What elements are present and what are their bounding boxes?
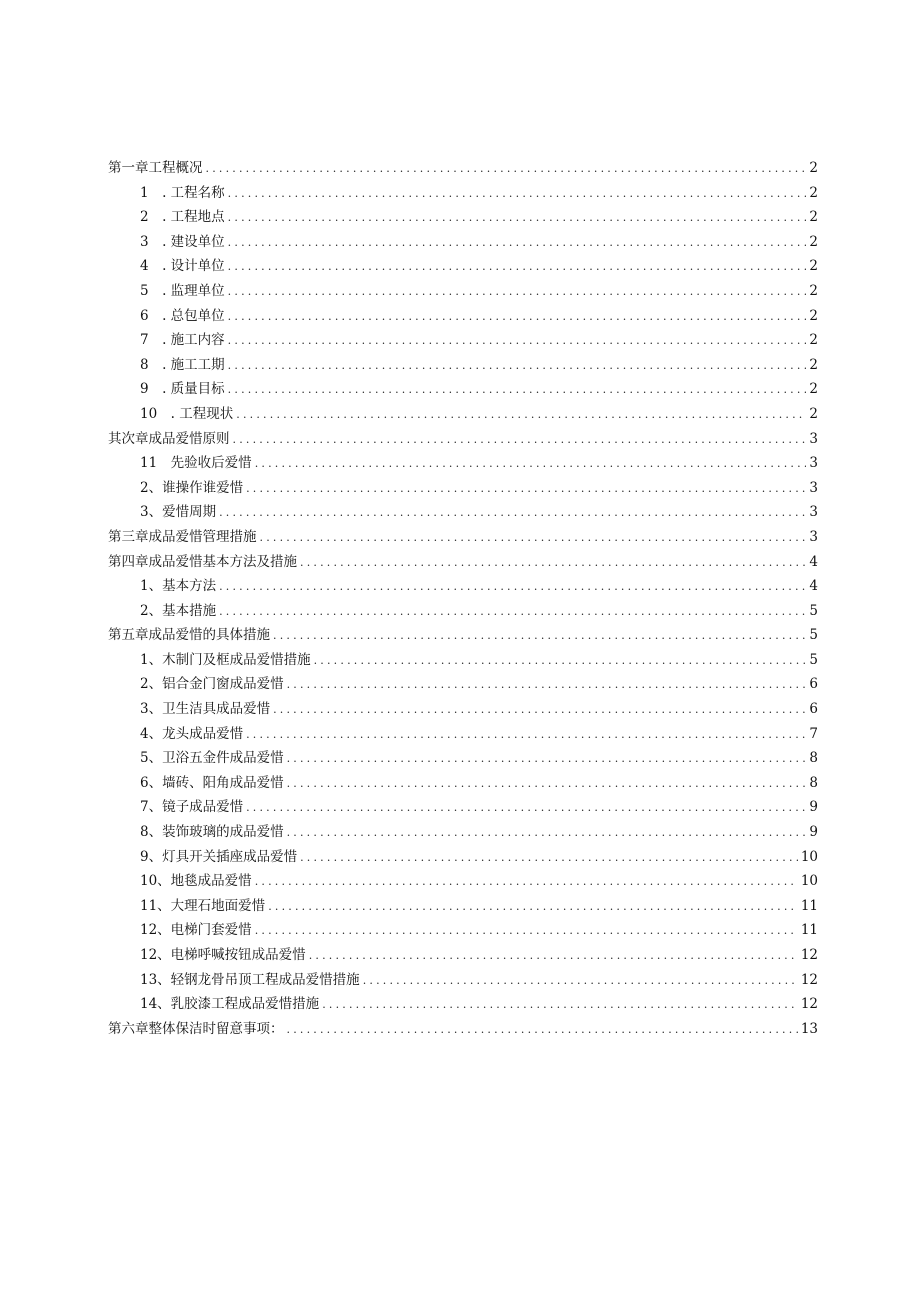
toc-entry-page: 10 — [800, 873, 818, 890]
toc-entry-page: 8 — [809, 750, 818, 767]
toc-entry-title: 2、铝合金门窗成品爱惜 — [140, 676, 284, 693]
toc-entry-page: 7 — [809, 725, 818, 742]
toc-entry-page: 2 — [809, 381, 818, 398]
toc-entry-page: 2 — [809, 209, 818, 226]
toc-entry-title: 5、卫浴五金件成品爱惜 — [140, 750, 284, 767]
toc-entry-title: 第六章整体保洁时留意事项： — [108, 1020, 284, 1037]
toc-entry-page: 3 — [809, 430, 818, 447]
dot-leader — [268, 895, 798, 920]
toc-entry[interactable] — [108, 746, 818, 771]
toc-entry-title: 3、爱惜周期 — [140, 504, 217, 521]
toc-entry-title: 10 . 工程现状 — [140, 405, 234, 422]
toc-entry-page: 6 — [809, 701, 818, 718]
dot-leader — [246, 723, 806, 748]
dot-leader — [228, 231, 807, 256]
toc-entry-title: 8、装饰玻璃的成品爱惜 — [140, 824, 284, 841]
toc-entry[interactable] — [108, 156, 818, 181]
toc-entry-page: 4 — [809, 578, 818, 595]
toc-entry-page: 11 — [800, 922, 818, 939]
toc-entry[interactable] — [108, 254, 818, 279]
dot-leader — [255, 870, 798, 895]
toc-entry-title: 4、龙头成品爱惜 — [140, 725, 244, 742]
dot-leader — [287, 673, 807, 698]
toc-entry-page: 3 — [809, 504, 818, 521]
toc-entry-page: 3 — [809, 455, 818, 472]
dot-leader — [219, 600, 806, 625]
toc-entry-page: 6 — [809, 676, 818, 693]
dot-leader — [287, 772, 807, 797]
toc-entry[interactable] — [108, 427, 818, 452]
toc-entry-page: 3 — [809, 528, 818, 545]
toc-entry[interactable] — [108, 304, 818, 329]
toc-entry-title: 11 先验收后爱惜 — [140, 455, 252, 472]
toc-entry-title: 12、电梯呼喊按钮成品爱惜 — [140, 947, 306, 963]
toc-entry-title: 3、卫生洁具成品爱惜 — [140, 701, 271, 718]
toc-entry[interactable] — [108, 279, 818, 304]
toc-entry[interactable] — [108, 451, 818, 476]
dot-leader — [228, 280, 807, 305]
toc-entry-title: 6 . 总包单位 — [140, 307, 225, 324]
toc-entry[interactable] — [108, 574, 818, 599]
toc-entry-title: 3 . 建设单位 — [140, 233, 225, 250]
toc-entry-page: 2 — [809, 160, 818, 176]
toc-entry-title: 8 . 施工工期 — [140, 356, 225, 373]
dot-leader — [228, 182, 807, 207]
toc-entry[interactable] — [108, 599, 818, 624]
toc-entry[interactable] — [108, 476, 818, 501]
dot-leader — [246, 796, 806, 821]
toc-entry-title: 其次章成品爱惜原则 — [108, 430, 230, 447]
toc-entry[interactable] — [108, 550, 818, 575]
dot-leader — [322, 993, 798, 1018]
toc-entry[interactable] — [108, 722, 818, 747]
dot-leader — [314, 649, 807, 674]
toc-entry-page: 5 — [809, 602, 818, 619]
toc-entry-title: 2、谁操作谁爱惜 — [140, 479, 244, 496]
toc-entry-title: 6、墙砖、阳角成品爱惜 — [140, 774, 284, 791]
toc-entry[interactable] — [108, 697, 818, 722]
toc-entry-page: 13 — [800, 1020, 818, 1037]
toc-entry[interactable] — [108, 377, 818, 402]
dot-leader — [228, 378, 807, 403]
toc-entry-title: 1 . 工程名称 — [140, 184, 225, 201]
toc-entry-title: 11、大理石地面爱惜 — [140, 897, 266, 914]
toc-entry[interactable] — [108, 328, 818, 353]
toc-entry-page: 10 — [800, 848, 818, 865]
toc-entry-page: 4 — [809, 553, 818, 570]
toc-entry-page: 11 — [800, 897, 818, 914]
toc-entry-title: 4 . 设计单位 — [140, 258, 225, 275]
toc-entry[interactable] — [108, 918, 818, 943]
dot-leader — [228, 206, 807, 231]
dot-leader — [206, 157, 807, 182]
toc-entry-title: 第五章成品爱惜的具体措施 — [108, 627, 270, 644]
toc-entry-page: 8 — [809, 774, 818, 791]
toc-entry[interactable] — [108, 402, 818, 427]
toc-entry-page: 2 — [809, 307, 818, 324]
toc-entry[interactable] — [108, 869, 818, 894]
toc-entry-page: 2 — [809, 258, 818, 275]
toc-entry[interactable] — [108, 1017, 818, 1042]
toc-entry-page: 3 — [809, 479, 818, 496]
toc-entry[interactable] — [108, 992, 818, 1017]
toc-entry[interactable] — [108, 894, 818, 919]
dot-leader — [273, 624, 806, 649]
toc-entry-title: 7 . 施工内容 — [140, 332, 225, 349]
toc-entry[interactable] — [108, 648, 818, 673]
toc-entry[interactable] — [108, 820, 818, 845]
toc-entry-title: 第一章工程概况 — [108, 160, 203, 176]
toc-entry-title: 2 . 工程地点 — [140, 209, 225, 226]
toc-entry[interactable] — [108, 795, 818, 820]
toc-entry-title: 第四章成品爱惜基本方法及措施 — [108, 553, 297, 570]
toc-entry-page: 2 — [809, 282, 818, 299]
dot-leader — [236, 403, 806, 428]
toc-entry[interactable] — [108, 845, 818, 870]
toc-entry[interactable] — [108, 943, 818, 968]
dot-leader — [273, 698, 806, 723]
dot-leader — [233, 428, 807, 453]
dot-leader — [255, 919, 798, 944]
toc-entry-page: 2 — [809, 356, 818, 373]
dot-leader — [219, 575, 806, 600]
dot-leader — [287, 1018, 798, 1043]
toc-entry-page: 2 — [809, 405, 818, 422]
toc-entry-title: 9、灯具开关插座成品爱惜 — [140, 848, 298, 865]
dot-leader — [219, 501, 806, 526]
toc-entry-title: 1、木制门及框成品爱惜措施 — [140, 651, 311, 668]
toc-entry-title: 9 . 质量目标 — [140, 381, 225, 398]
toc-entry-page: 2 — [809, 332, 818, 349]
toc-entry-title: 13、轻钢龙骨吊顶工程成品爱惜措施 — [140, 971, 360, 988]
toc-entry-page: 9 — [809, 799, 818, 816]
toc-entry-page: 5 — [809, 627, 818, 644]
toc-entry-title: 14、乳胶漆工程成品爱惜措施 — [140, 996, 320, 1013]
toc-entry-page: 2 — [809, 184, 818, 201]
dot-leader — [246, 477, 806, 502]
dot-leader — [255, 452, 807, 477]
toc-entry-title: 第三章成品爱惜管理措施 — [108, 528, 257, 545]
dot-leader — [260, 526, 807, 551]
toc-entry[interactable] — [108, 181, 818, 206]
toc-entry[interactable] — [108, 525, 818, 550]
toc-entry[interactable] — [108, 672, 818, 697]
toc-entry-page: 5 — [809, 651, 818, 668]
toc-entry-page: 12 — [800, 971, 818, 988]
toc-entry-title: 1、基本方法 — [140, 578, 217, 595]
dot-leader — [363, 969, 798, 994]
toc-entry[interactable] — [108, 500, 818, 525]
toc-entry-page: 12 — [800, 996, 818, 1013]
dot-leader — [300, 551, 806, 576]
dot-leader — [228, 255, 807, 280]
dot-leader — [287, 821, 807, 846]
toc-entry[interactable] — [108, 623, 818, 648]
toc-entry-title: 7、镜子成品爱惜 — [140, 799, 244, 816]
dot-leader — [228, 354, 807, 379]
dot-leader — [287, 747, 807, 772]
table-of-contents — [108, 156, 818, 1041]
toc-entry-title: 12、电梯门套爱惜 — [140, 922, 252, 939]
toc-entry-page: 9 — [809, 824, 818, 841]
dot-leader — [228, 329, 807, 354]
toc-entry-page: 12 — [800, 947, 818, 963]
toc-entry[interactable] — [108, 205, 818, 230]
dot-leader — [309, 944, 798, 969]
dot-leader — [228, 305, 807, 330]
toc-entry-title: 10、地毯成品爱惜 — [140, 873, 252, 890]
dot-leader — [300, 846, 798, 871]
toc-entry[interactable] — [108, 771, 818, 796]
toc-entry-title: 5 . 监理单位 — [140, 282, 225, 299]
toc-entry[interactable] — [108, 230, 818, 255]
toc-entry[interactable] — [108, 968, 818, 993]
toc-entry-page: 2 — [809, 233, 818, 250]
toc-entry[interactable] — [108, 353, 818, 378]
toc-entry-title: 2、基本措施 — [140, 602, 217, 619]
